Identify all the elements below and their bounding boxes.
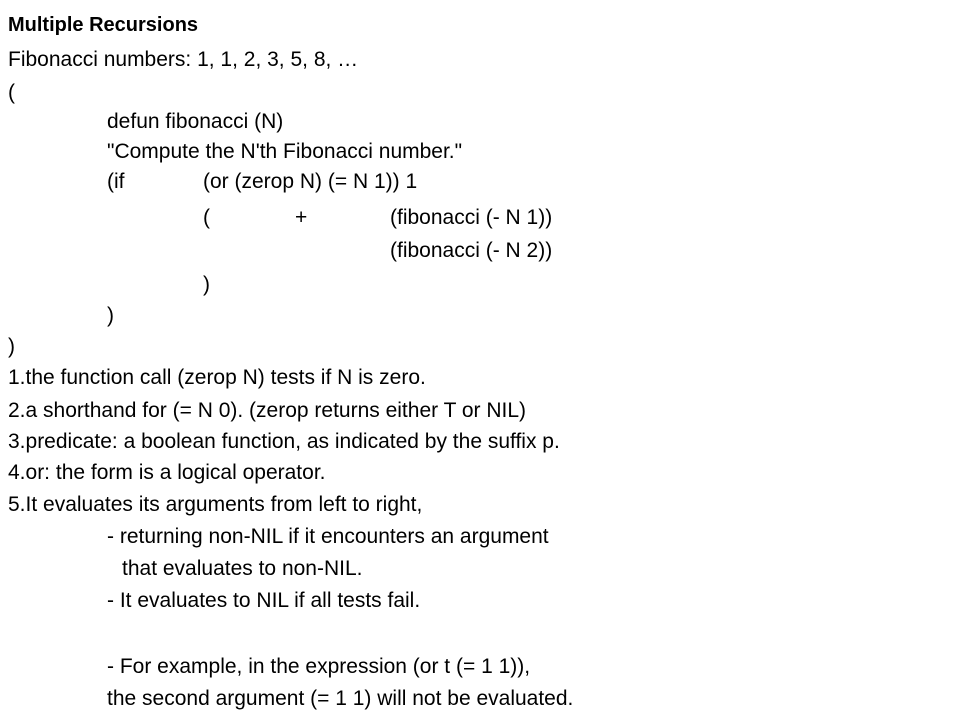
code-add-close-paren: ): [203, 273, 210, 296]
code-if-keyword: (if: [107, 170, 125, 193]
code-if-close-paren: ): [107, 304, 114, 327]
code-open-paren: (: [8, 81, 15, 104]
code-recursive-call-2: (fibonacci (- N 2)): [390, 239, 553, 262]
sub-note-item: - For example, in the expression (or t (= 1 1)),: [107, 655, 531, 678]
note-item: 3.predicate: a boolean function, as indicated by the suffix p.: [8, 430, 560, 453]
note-item: 5.It evaluates its arguments from left to right,: [8, 493, 423, 516]
sub-note-item: that evaluates to non-NIL.: [122, 557, 363, 580]
code-docstring-line: "Compute the N'th Fibonacci number.": [107, 140, 463, 163]
sub-note-item: the second argument (= 1 1) will not be evaluated.: [107, 687, 574, 710]
subtitle-line: Fibonacci numbers: 1, 1, 2, 3, 5, 8, …: [8, 48, 359, 71]
code-plus-operator: +: [295, 206, 308, 229]
code-add-open-paren: (: [203, 206, 210, 229]
slide-title: Multiple Recursions: [8, 14, 199, 36]
code-if-condition: (or (zerop N) (= N 1)) 1: [203, 170, 418, 193]
sub-note-item: - It evaluates to NIL if all tests fail.: [107, 589, 421, 612]
note-item: 1.the function call (zerop N) tests if N is zero.: [8, 366, 426, 389]
note-item: 4.or: the form is a logical operator.: [8, 461, 326, 484]
code-defun-line: defun fibonacci (N): [107, 110, 284, 133]
note-item: 2.a shorthand for (= N 0). (zerop returns either T or NIL): [8, 399, 527, 422]
code-defun-close-paren: ): [8, 335, 15, 358]
code-recursive-call-1: (fibonacci (- N 1)): [390, 206, 553, 229]
sub-note-item: - returning non-NIL if it encounters an argument: [107, 525, 549, 548]
